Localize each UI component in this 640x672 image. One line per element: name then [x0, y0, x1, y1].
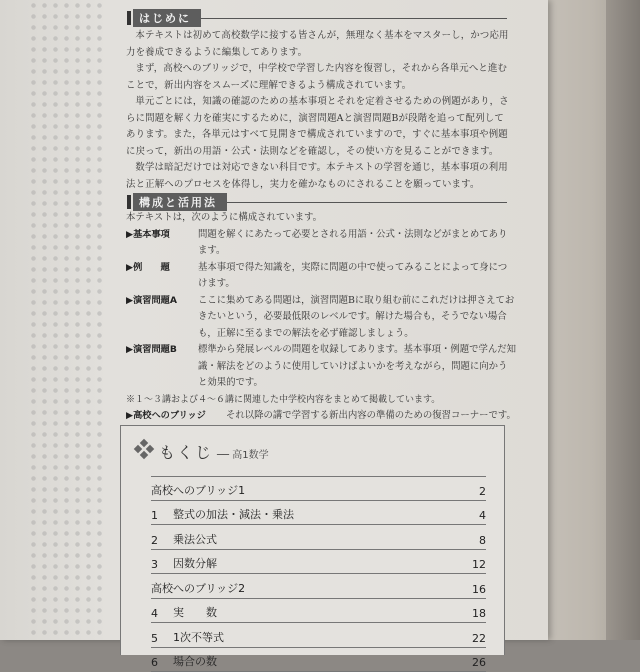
table-of-contents [120, 425, 505, 655]
toc-title-bar [135, 440, 269, 463]
toc-page-number: 2 [456, 485, 486, 498]
toc-list [151, 476, 486, 672]
toc-page-number: 22 [456, 632, 486, 645]
toc-number: 4 [151, 607, 173, 620]
structure-heading-bar [127, 194, 507, 210]
toc-entry-title: 因数分解 [173, 555, 456, 571]
item-term: ▶演習問題A [126, 293, 198, 343]
item-desc: それ以降の講で学習する新出内容の準備のための復習コーナーです。 [226, 408, 516, 441]
toc-row [151, 623, 486, 648]
item-desc: 問題を解くにあたって必要とされる用語・公式・法則などがまとめてあります。 [198, 227, 516, 260]
toc-page-number: 4 [456, 509, 486, 522]
page-edge-shadow [606, 0, 640, 640]
intro-text [126, 28, 511, 193]
toc-row [151, 525, 486, 550]
heading-marker [127, 195, 131, 209]
intro-heading: はじめに [133, 9, 201, 27]
toc-number: 5 [151, 632, 173, 645]
toc-page-number: 12 [456, 558, 486, 571]
item-desc: 標準から発展レベルの問題を収録してあります。基本事項・例題で学んだ知識・解法をどのように使用していけばよいかを考えながら，問題に向かうと効果的です。 [198, 342, 516, 392]
toc-row [151, 501, 486, 526]
item-term: ▶例 題 [126, 260, 198, 293]
toc-row [151, 574, 486, 599]
diamond-cluster-icon [135, 440, 153, 458]
item-term: ▶基本事項 [126, 227, 198, 260]
heading-marker [127, 11, 131, 25]
toc-title: もくじ [159, 440, 213, 463]
toc-number: 3 [151, 558, 173, 571]
toc-entry-title: 乗法公式 [173, 531, 456, 547]
toc-page-number: 26 [456, 656, 486, 669]
item-term: ▶演習問題B [126, 342, 198, 392]
toc-row [151, 476, 486, 501]
structure-lead: 本テキストは，次のように構成されています。 [126, 210, 516, 227]
toc-entry-title: 高校へのブリッジ2 [151, 580, 456, 596]
toc-page-number: 8 [456, 534, 486, 547]
list-item [126, 260, 516, 293]
intro-paragraph: 本テキストは初めて高校数学に接する皆さんが，無理なく基本をマスターし，かつ応用力を養成できるように編集してあります。 [126, 28, 511, 61]
item-term: ▶高校へのブリッジ [126, 408, 226, 441]
heading-rule [227, 202, 507, 203]
toc-subtitle: ── 高1数学 [217, 446, 269, 461]
toc-row [151, 599, 486, 624]
toc-row [151, 550, 486, 575]
toc-page-number: 18 [456, 607, 486, 620]
toc-entry-title: 1次不等式 [173, 629, 456, 645]
toc-page-number: 16 [456, 583, 486, 596]
structure-heading: 構成と活用法 [133, 193, 227, 211]
intro-heading-bar [127, 10, 507, 26]
item-desc: 基本事項で得た知識を，実際に問題の中で使ってみることによって身につけます。 [198, 260, 516, 293]
toc-entry-title: 実 数 [173, 604, 456, 620]
toc-number: 6 [151, 656, 173, 669]
intro-paragraph: 数学は暗記だけでは対応できない科目です。本テキストの学習を通じ，基本事項の利用法と正解へのプロセスを体得し，実力を確かなものにされることを願っています。 [126, 160, 511, 193]
toc-entry-title: 整式の加法・減法・乗法 [173, 506, 456, 522]
structure-note: ※１～３講および４～６講に関連した中学校内容をまとめて掲載しています。 [126, 392, 516, 409]
toc-number: 1 [151, 509, 173, 522]
list-item [126, 342, 516, 392]
intro-paragraph: 単元ごとには，知識の確認のための基本事項とそれを定着させるための例題があり，さらに問題を解く力を確実にするために，演習問題Aと演習問題Bが段階を追って配列してあります。また，各単元はすべて見開きで構成されていますので，すぐに基本事項や例題に戻って，新出の用語・公式・法則などを確認し，その使い方を見ることができます。 [126, 94, 511, 160]
toc-number: 2 [151, 534, 173, 547]
toc-entry-title: 高校へのブリッジ1 [151, 482, 456, 498]
item-desc: ここに集めてある問題は，演習問題Bに取り組む前にこれだけは押さえておきたいという，必要最低限のレベルです。解けた場合も，そうでない場合も，正解に至るまでの解法を必ず確認しましょう。 [198, 293, 516, 343]
toc-row [151, 648, 486, 672]
toc-entry-title: 場合の数 [173, 653, 456, 669]
list-item [126, 293, 516, 343]
structure-list [126, 210, 516, 441]
intro-paragraph: まず，高校へのブリッジで，中学校で学習した内容を復習し，それから各単元へと進むことで，新出内容をスムーズに理解できるよう構成されています。 [126, 61, 511, 94]
heading-rule [201, 18, 507, 19]
list-item [126, 227, 516, 260]
